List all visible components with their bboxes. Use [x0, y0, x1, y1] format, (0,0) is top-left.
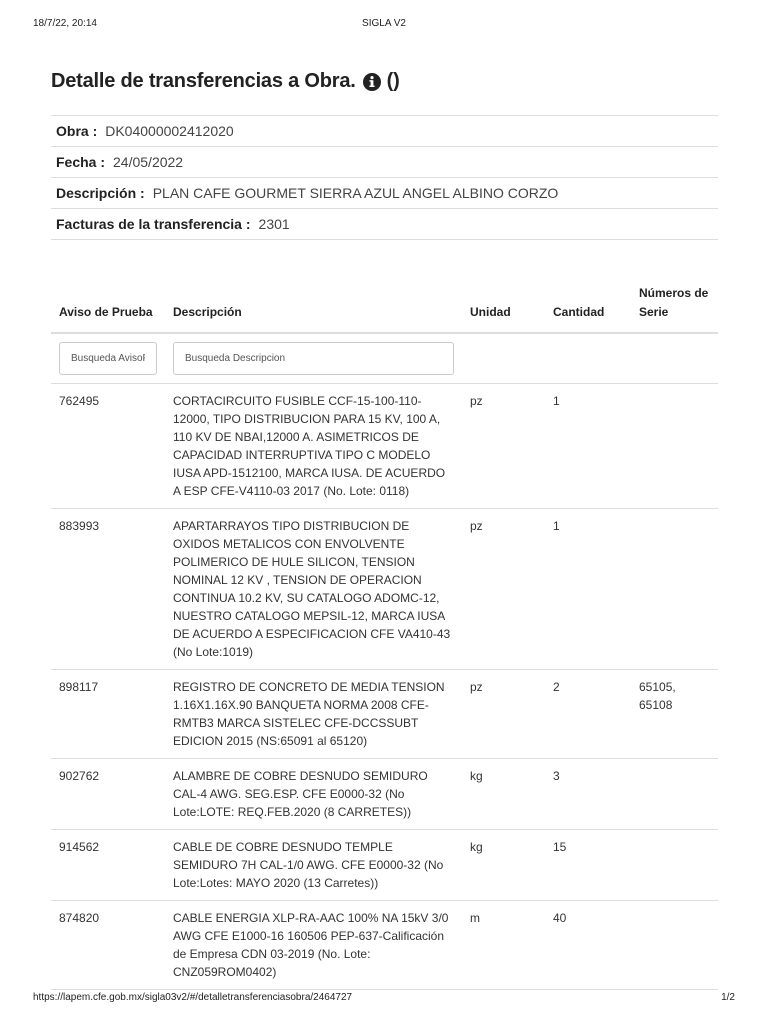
column-header-aviso[interactable]: Aviso de Prueba — [51, 284, 165, 333]
page-title-text: Detalle de transferencias a Obra. — [51, 70, 356, 92]
cell-descripcion: CABLE ENERGIA XLP-RA-AAC 100% NA 15kV 3/0 AWG CFE E1000-16 160506 PEP-637-Calificación de Empresa CDN 03-2019 (No. Lote: CNZ059ROM0402) — [165, 901, 462, 990]
cell-aviso: 762495 — [51, 384, 165, 509]
column-header-descripcion[interactable]: Descripción — [165, 284, 462, 333]
cell-aviso: 914562 — [51, 830, 165, 901]
filter-cell — [462, 333, 545, 384]
search-aviso-input[interactable] — [59, 342, 157, 375]
cell-aviso: 898117 — [51, 670, 165, 759]
cell-series — [631, 759, 718, 830]
cell-cantidad: 40 — [545, 901, 631, 990]
table-header-row — [51, 284, 718, 333]
column-header-series[interactable]: Números de Serie — [631, 284, 718, 333]
print-title: SIGLA V2 — [362, 18, 406, 29]
cell-descripcion: CORTACIRCUITO FUSIBLE CCF-15-100-110-12000, TIPO DISTRIBUCION PARA 15 KV, 100 A, 110 KV DE NBAI,12000 A. ASIMETRICOS DE CAPACIDAD INTERRUPTIVA TIPO C MODELO IUSA APD-1512100, MARCA IUSA. DE ACUERDO A ESP CFE-V4110-03 2017 (No. Lote: 0118) — [165, 384, 462, 509]
table-row — [51, 830, 718, 901]
table-row — [51, 759, 718, 830]
cell-descripcion: CABLE DE COBRE DESNUDO TEMPLE SEMIDURO 7H CAL-1/0 AWG. CFE E0000-32 (No Lote:Lotes: MAYO 2020 (13 Carretes)) — [165, 830, 462, 901]
info-value: PLAN CAFE GOURMET SIERRA AZUL ANGEL ALBINO CORZO — [152, 185, 559, 201]
transfer-info — [51, 115, 718, 240]
cell-cantidad: 3 — [545, 759, 631, 830]
info-label: Obra : — [56, 123, 98, 139]
print-date: 18/7/22, 20:14 — [33, 18, 97, 29]
info-label: Fecha : — [56, 154, 106, 170]
page-title — [51, 70, 400, 93]
filter-row — [51, 333, 718, 384]
info-value: 2301 — [258, 216, 290, 232]
cell-aviso: 883993 — [51, 509, 165, 670]
filter-cell — [631, 333, 718, 384]
materials-table-wrapper — [51, 284, 718, 990]
cell-series — [631, 830, 718, 901]
print-footer — [33, 992, 735, 1006]
table-row — [51, 901, 718, 990]
page-title-suffix: () — [386, 70, 400, 92]
cell-unidad: pz — [462, 670, 545, 759]
table-row — [51, 384, 718, 509]
column-header-cantidad[interactable]: Cantidad — [545, 284, 631, 333]
table-row — [51, 670, 718, 759]
print-page-number: 1/2 — [721, 992, 735, 1003]
materials-table — [51, 284, 718, 990]
filter-cell — [165, 333, 462, 384]
cell-unidad: kg — [462, 759, 545, 830]
cell-descripcion: ALAMBRE DE COBRE DESNUDO SEMIDURO CAL-4 AWG. SEG.ESP. CFE E0000-32 (No Lote:LOTE: REQ.FEB.2020 (8 CARRETES)) — [165, 759, 462, 830]
filter-cell — [545, 333, 631, 384]
cell-unidad: pz — [462, 509, 545, 670]
info-label: Facturas de la transferencia : — [56, 216, 251, 232]
cell-cantidad: 1 — [545, 509, 631, 670]
info-row-fecha — [51, 147, 718, 178]
cell-unidad: m — [462, 901, 545, 990]
cell-cantidad: 1 — [545, 384, 631, 509]
search-descripcion-input[interactable] — [173, 342, 454, 375]
info-icon[interactable] — [363, 73, 381, 91]
info-value: DK04000002412020 — [105, 123, 234, 139]
cell-series — [631, 384, 718, 509]
cell-aviso: 902762 — [51, 759, 165, 830]
cell-descripcion: APARTARRAYOS TIPO DISTRIBUCION DE OXIDOS METALICOS CON ENVOLVENTE POLIMERICO DE HULE SILICON, TENSION NOMINAL 12 KV , TENSION DE OPERACION CONTINUA 10.2 KV, SU CATALOGO ADOMC-12, NUESTRO CATALOGO MEPSIL-12, MARCA IUSA DE ACUERDO A ESPECIFICACION CFE VA410-43 (No Lote:1019) — [165, 509, 462, 670]
cell-unidad: kg — [462, 830, 545, 901]
cell-cantidad: 2 — [545, 670, 631, 759]
cell-cantidad: 15 — [545, 830, 631, 901]
info-value: 24/05/2022 — [113, 154, 184, 170]
print-header — [33, 18, 735, 32]
cell-descripcion: REGISTRO DE CONCRETO DE MEDIA TENSION 1.16X1.16X.90 BANQUETA NORMA 2008 CFE-RMTB3 MARCA SISTELEC CFE-DCCSSUBT EDICION 2015 (NS:65091 al 65120) — [165, 670, 462, 759]
info-label: Descripción : — [56, 185, 145, 201]
cell-unidad: pz — [462, 384, 545, 509]
cell-aviso: 874820 — [51, 901, 165, 990]
cell-series — [631, 509, 718, 670]
cell-series — [631, 901, 718, 990]
info-row-descripcion — [51, 178, 718, 209]
table-row — [51, 509, 718, 670]
info-row-facturas — [51, 209, 718, 240]
info-row-obra — [51, 116, 718, 147]
filter-cell — [51, 333, 165, 384]
cell-series: 65105, 65108 — [631, 670, 718, 759]
column-header-unidad[interactable]: Unidad — [462, 284, 545, 333]
print-url: https://lapem.cfe.gob.mx/sigla03v2/#/detalletransferenciasobra/2464727 — [33, 992, 353, 1003]
